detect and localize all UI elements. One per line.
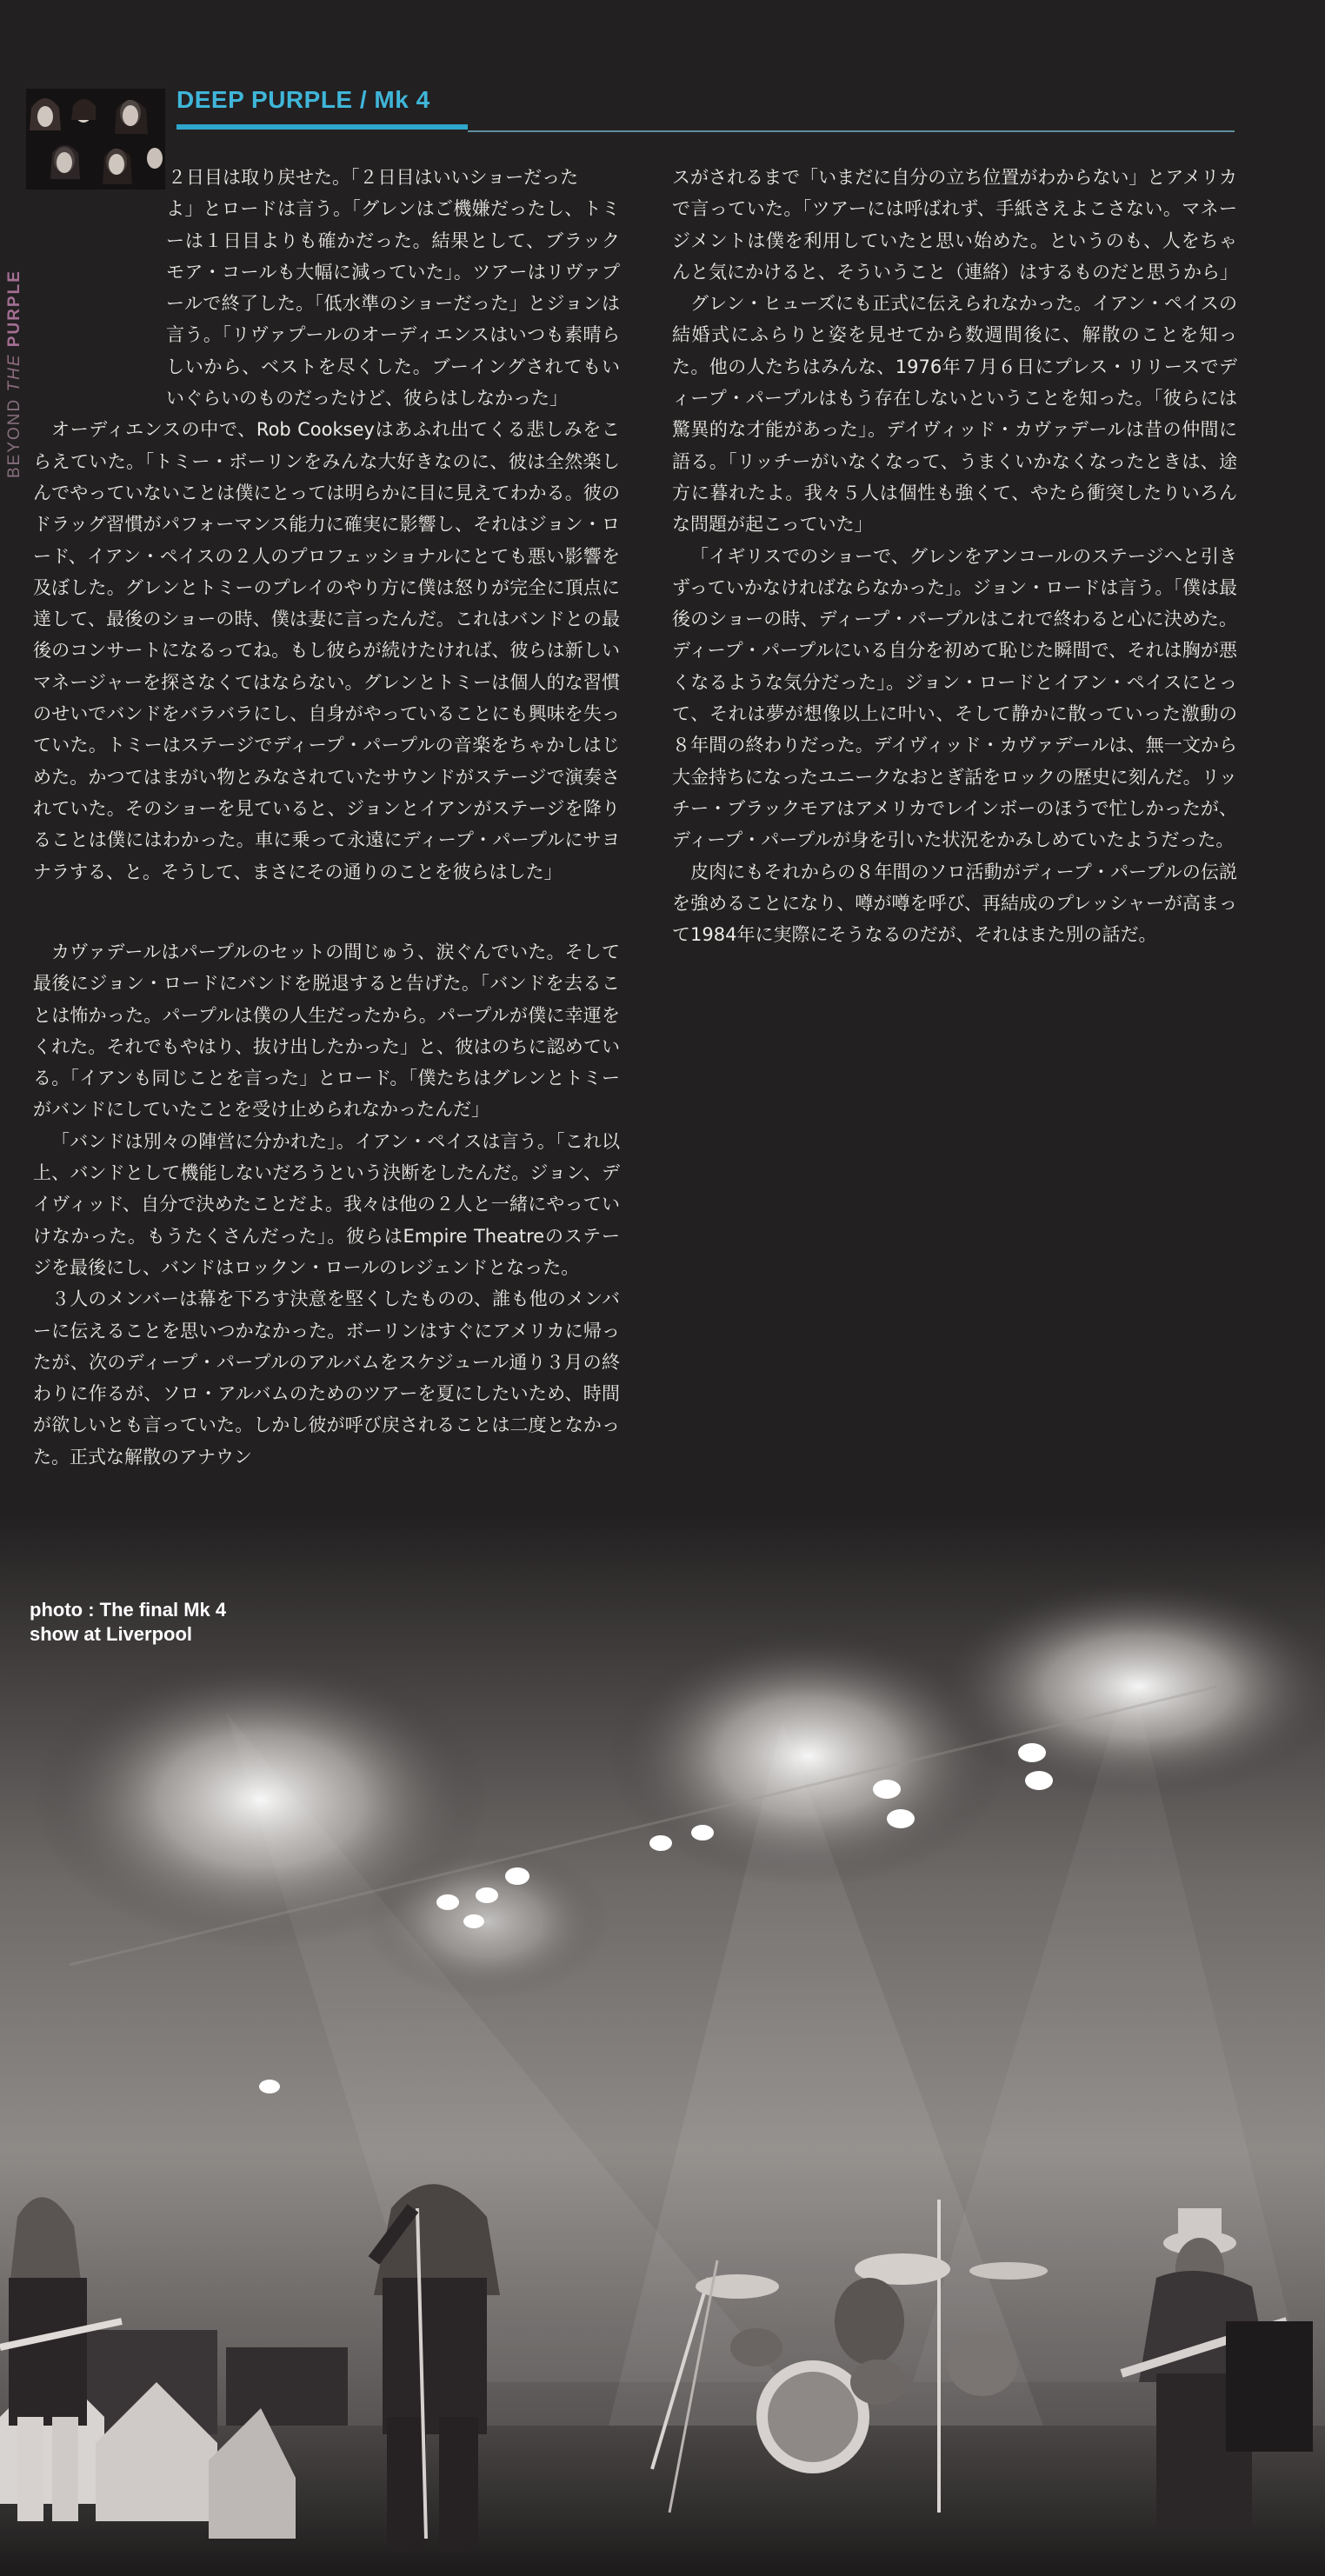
paragraph: オーディエンスの中で、Rob Cookseyはあふれ出てくる悲しみをこらえていた。「トミー・ボーリンをみんな大好きなのに、彼は全然楽しんでやっていないことは僕にとっては明らかに目に見えてわかる。彼のドラッグ習慣がパフォーマンス能力に確実に影響し、それはジョン・ロード、イアン・ペイスの２人のプロフェッショナルにとても悪い影響を及ぼした。グレンとトミーのプレイのやり方に僕は怒りが完全に頂点に達して、最後のショーの時、僕は妻に言ったんだ。これはバンドとの最後のコンサートになるってね。もし彼らが続けたければ、彼らは新しいマネージャーを探さなくてはならない。グレンとトミーは個人的な習慣のせいでバンドをバラバラにし、自身がやっていることにも興味を失っていた。トミーはステージでディープ・パープルの音楽をちゃかしはじめた。かつてはまがい物とみなされていたサウンドがステージで演奏されていた。そのショーを見ていると、ジョンとイアンがステージを降りることは僕にはわかった。車に乗って永遠にディープ・パープルにサヨナラする、と。そうして、まさにその通りのことを彼らはした」 bbox=[33, 419, 620, 882]
paragraph: グレン・ヒューズにも正式に伝えられなかった。イアン・ペイスの結婚式にふらりと姿を見せてから数週間後に、解散のことを知った。他の人たちはみんな、1976年７月６日にプレス・リリースでディープ・パープルはもう存在しないということを知った。「彼らには驚異的な才能があった」。デイヴィッド・カヴァデールは昔の仲間に語る。「リッチーがいなくなって、うまくいかなくなったときは、途方に暮れたよ。我々５人は個性も強くて、やたら衝突したりいろんな問題が起こっていた」 bbox=[672, 293, 1237, 536]
photo-caption: photo : The final Mk 4 show at Liverpool bbox=[30, 1599, 227, 1645]
paragraph: 「イギリスでのショーで、グレンをアンコールのステージへと引きずっていかなければならなかった」。ジョン・ロードは言う。「僕は最後のショーの時、ディープ・パープルはこれで終わると心に決めた。ディープ・パープルにいる自分を初めて恥じた瞬間で、それは胸が悪くなるような気分だった」。ジョン・ロードとイアン・ペイスにとって、それは夢が想像以上に叶い、そして静かに散っていった激動の８年間の終わりだった。デイヴィッド・カヴァデールは、無一文から大金持ちになったユニークなおとぎ話をロックの歴史に刻んだ。リッチー・ブラックモアはアメリカでレインボーのほうで忙しかったが、ディープ・パープルが身を引いた状況をかみしめていたようだった。 bbox=[672, 545, 1237, 851]
article-column-left bbox=[33, 162, 620, 888]
series-side-label: BEYOND THE PURPLE bbox=[5, 270, 23, 478]
concert-photo bbox=[0, 1513, 1325, 2576]
article-column-right bbox=[672, 162, 1237, 950]
paragraph: カヴァデールはパープルのセットの間じゅう、涙ぐんでいた。そして最後にジョン・ロードにバンドを脱退すると告げた。「バンドを去ることは怖かった。パープルは僕の人生だったから。パープルが僕に幸運をくれた。それでもやはり、抜け出したかった」と、彼はのちに認めている。「イアンも同じことを言った」とロード。「僕たちはグレンとトミーがバンドにしていたことを受け止められなかったんだ」 bbox=[33, 942, 620, 1121]
band-thumbnail-image bbox=[26, 89, 165, 190]
paragraph: ３人のメンバーは幕を下ろす決意を堅くしたものの、誰も他のメンバーに伝えることを思いつかなかった。ボーリンはすぐにアメリカに帰ったが、次のディープ・パープルのアルバムをスケジュール通り３月の終わりに作るが、ソロ・アルバムのためのツアーを夏にしたいため、時間が欲しいとも言っていた。しかし彼が呼び戻されることは二度となかった。正式な解散のアナウン bbox=[33, 1288, 620, 1468]
title-underline-accent bbox=[176, 124, 468, 130]
paragraph: 皮肉にもそれからの８年間のソロ活動がディープ・パープルの伝説を強めることになり、噂が噂を呼び、再結成のプレッシャーが高まって1984年に実際にそうなるのだが、それはまた別の話だ。 bbox=[672, 861, 1237, 946]
section-title: DEEP PURPLE / Mk 4 bbox=[176, 86, 430, 113]
paragraph: よ」とロードは言う。「グレンはご機嫌だったし、トミーは１日目よりも確かだった。結果として、ブラックモア・コールも大幅に減っていた」。ツアーはリヴァプールで終了した。「低水準のショーだった」とジョンは言う。「リヴァプールのオーディエンスはいつも素晴らしいから、ベストを尽くした。ブーイングされてもいいぐらいのものだったけど、彼らはしなかった」 bbox=[166, 198, 620, 409]
paragraph: スがされるまで「いまだに自分の立ち位置がわからない」とアメリカで言っていた。「ツアーには呼ばれず、手紙さえよこさない。マネージメントは僕を利用していたと思い始めた。というのも、人をちゃんと気にかけると、そういうこと（連絡）はするものだと思うから」 bbox=[672, 167, 1238, 283]
article-column-left-lower bbox=[33, 936, 620, 1473]
title-rule bbox=[468, 130, 1235, 132]
paragraph-lead: ２日目は取り戻せた。「２日目はいいショーだった bbox=[168, 167, 579, 188]
paragraph: 「バンドは別々の陣営に分かれた」。イアン・ペイスは言う。「これ以上、バンドとして機能しないだろうという決断をしたんだ。ジョン、デイヴィッド、自分で決めたことだよ。我々は他の２人と一緒にやっていけなかった。もうたくさんだった」。彼らはEmpire Theatreのステージを最後にし、バンドはロックン・ロールのレジェンドとなった。 bbox=[33, 1130, 620, 1278]
